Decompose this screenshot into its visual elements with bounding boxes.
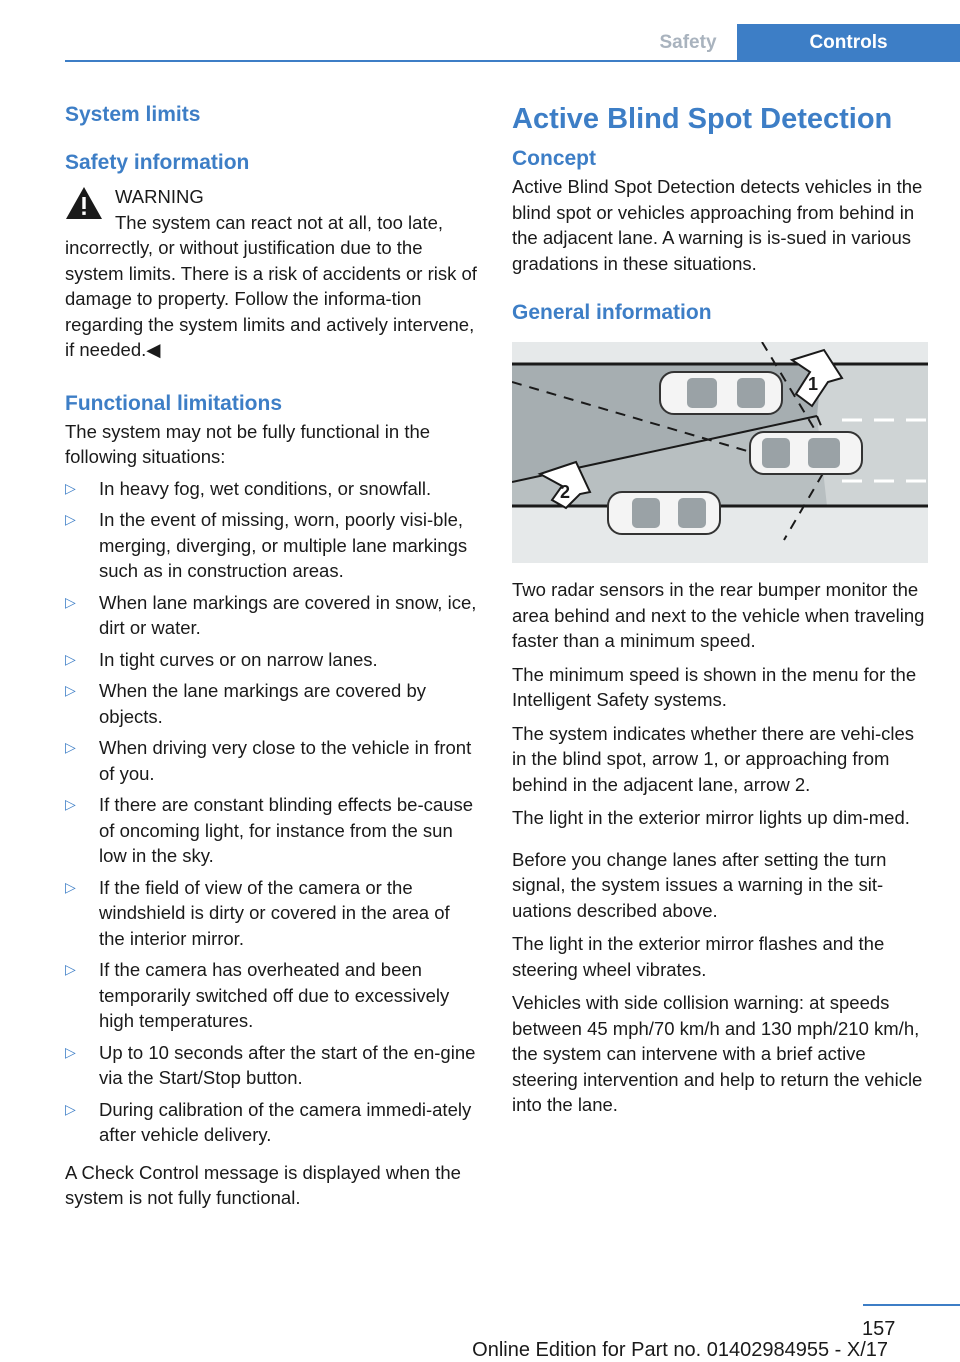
warning-body: The system can react not at all, too late, incorrectly, or without justification due to the system limits. There is a risk of accidents or risk of damage to property. Follow the informa‐tion regarding the system limits and actively intervene, if needed.◀: [65, 211, 477, 360]
general-information-heading: General information: [512, 301, 712, 324]
footer-rule: [863, 1304, 960, 1306]
svg-text:2: 2: [560, 482, 571, 502]
safety-information-heading: Safety information: [65, 151, 250, 174]
limitations-intro: The system may not be fully functional in the following situations:: [65, 420, 431, 467]
car-blind-spot-icon: [660, 372, 782, 414]
page-number: 157: [862, 1318, 896, 1340]
para-flashes: The light in the exterior mirror flashes and the steering wheel vibrates.: [512, 933, 885, 980]
bullet-triangle-icon: ▷: [65, 1043, 76, 1060]
bullet-triangle-icon: ▷: [65, 682, 76, 698]
footer-edition: Online Edition for Part no. 01402984955 - X/17: [472, 1339, 888, 1361]
para-side-collision: Vehicles with side collision warning: at speeds between 45 mph/70 km/h and 130 mph/210 km/h, the system can intervene with a brief active steering intervention and help to return the vehicle into the lane.: [512, 992, 923, 1115]
bullet-triangle-icon: ▷: [65, 593, 76, 610]
bullet-triangle-icon: ▷: [65, 479, 76, 496]
list-item: ▷ If there are constant blinding effects be‐cause of oncoming light, for instance from the sun low in the sky.: [65, 794, 474, 866]
page-title: Active Blind Spot Detection: [512, 103, 893, 135]
list-item: ▷ If the field of view of the camera or the windshield is dirty or covered in the area of the interior mirror.: [65, 876, 450, 949]
car-approaching-icon: [608, 492, 720, 534]
blind-spot-illustration: [512, 342, 928, 563]
list-item: ▷ When lane markings are covered in snow, ice, dirt or water.: [65, 591, 477, 638]
list-item: ▷ Up to 10 seconds after the start of the en‐gine via the Start/Stop button.: [65, 1041, 476, 1088]
para-minimum-speed: The minimum speed is shown in the menu for the Intelligent Safety systems.: [512, 663, 917, 710]
header-rule: [65, 60, 960, 62]
bullet-triangle-icon: ▷: [65, 796, 76, 812]
left-column: [65, 100, 480, 1211]
list-item: ▷ In the event of missing, worn, poorly visi‐ble, merging, diverging, or multiple lane markings such as in construction areas.: [65, 509, 468, 581]
list-item: ▷ When driving very close to the vehicle in front of you.: [65, 737, 472, 784]
limitations-outro: A Check Control message is displayed when the system is not fully functional.: [65, 1161, 461, 1208]
right-column: [512, 100, 928, 1118]
own-car-icon: [750, 432, 862, 474]
system-limits-heading: System limits: [65, 103, 201, 126]
functional-limitations-heading: Functional limitations: [65, 391, 283, 415]
limitations-list: [65, 476, 480, 1154]
bullet-triangle-icon: ▷: [65, 650, 76, 667]
para-indication: The system indicates whether there are vehi‐cles in the blind spot, arrow 1, or approaching from behind in the adjacent lane, arrow 2.: [512, 722, 915, 795]
warning-triangle-icon: [65, 186, 103, 220]
list-item: ▷ When the lane markings are covered by objects.: [65, 680, 427, 727]
bullet-triangle-icon: ▷: [65, 1100, 76, 1117]
para-radar-sensors: Two radar sensors in the rear bumper monitor the area behind and next to the vehicle when traveling faster than a minimum speed.: [512, 579, 925, 651]
header-tab-controls: Controls: [737, 24, 960, 62]
concept-heading: Concept: [512, 147, 596, 170]
bullet-triangle-icon: ▷: [65, 739, 76, 755]
list-item: ▷ In heavy fog, wet conditions, or snowfall.: [65, 476, 480, 508]
warning-block: [65, 184, 480, 363]
svg-text:1: 1: [808, 374, 819, 394]
para-mirror-light: The light in the exterior mirror lights up dim‐med.: [512, 807, 910, 828]
list-item: ▷ In tight curves or on narrow lanes.: [65, 647, 480, 679]
warning-title: WARNING: [115, 186, 204, 207]
list-item: ▷ If the camera has overheated and been temporarily switched off due to excessively high temperatures.: [65, 959, 450, 1031]
concept-text: Active Blind Spot Detection detects vehicles in the blind spot or vehicles approaching from behind in the adjacent lane. A warning is is‐sued in various gradations in these situations.: [512, 176, 923, 274]
bullet-triangle-icon: ▷: [65, 511, 76, 527]
bullet-triangle-icon: ▷: [65, 878, 76, 895]
list-item: ▷ During calibration of the camera immedi‐ately after vehicle delivery.: [65, 1098, 472, 1145]
para-lane-change: Before you change lanes after setting the turn signal, the system issues a warning in the sit‐uations described above.: [512, 848, 887, 921]
header-tab-safety: Safety: [640, 24, 736, 62]
bullet-triangle-icon: ▷: [65, 961, 76, 977]
